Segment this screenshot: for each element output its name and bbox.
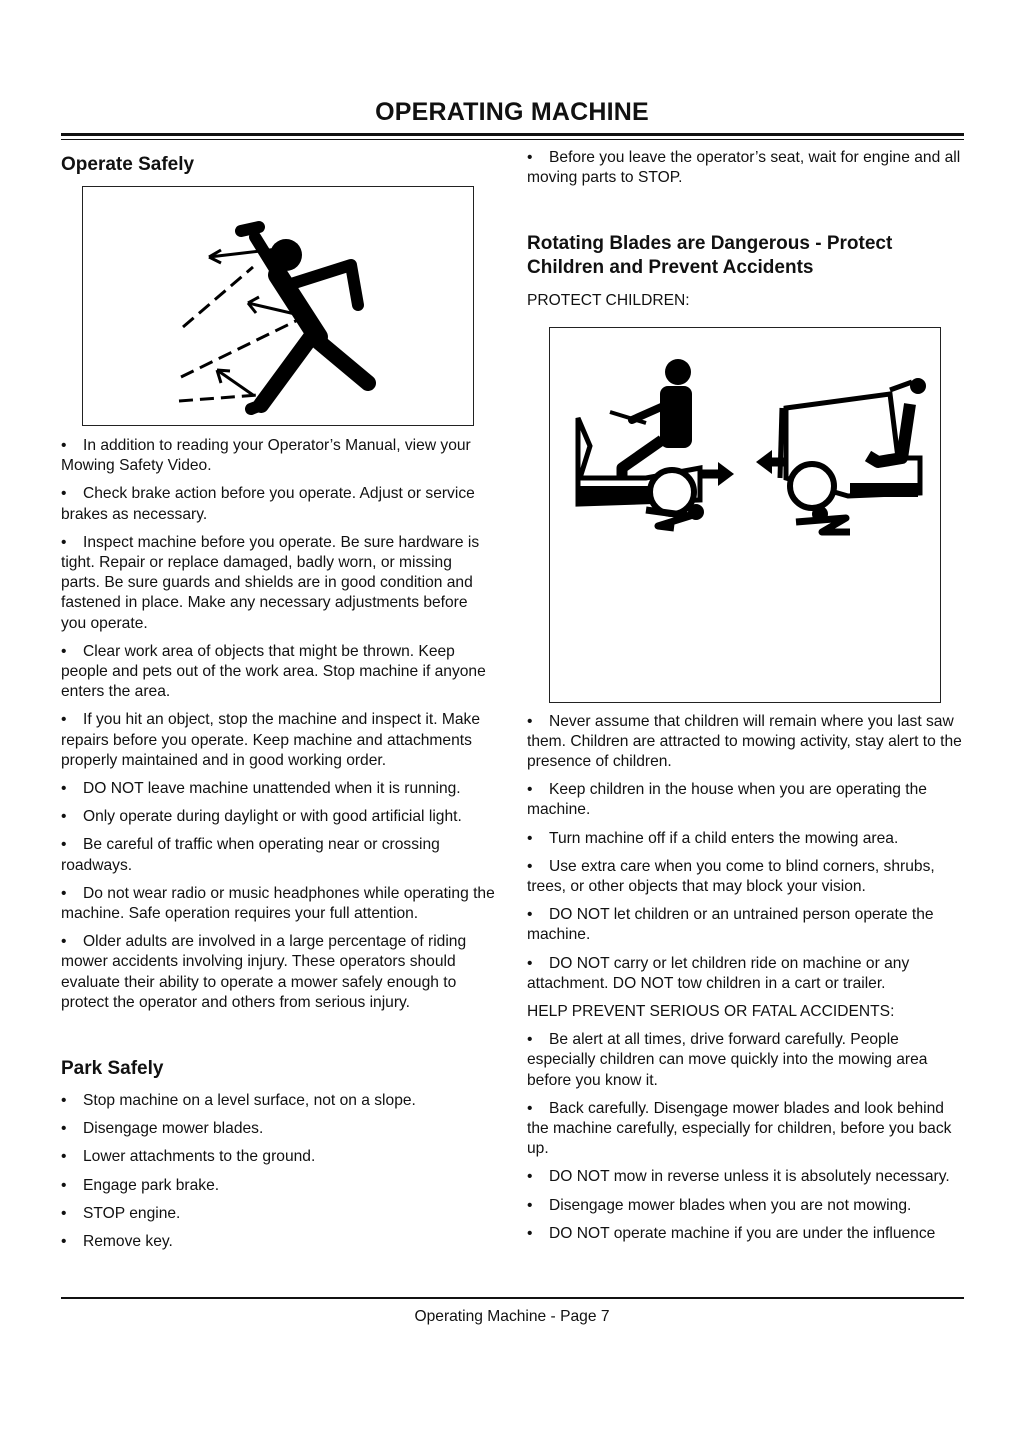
bullet-text: Disengage mower blades when you are not mowing. [549, 1196, 912, 1214]
child-hazard-icon [550, 328, 940, 702]
bullet-text: Back carefully. Disengage mower blades and look behind the machine carefully, especially for children, before you back up. [527, 1099, 952, 1158]
list-item [527, 712, 964, 773]
bullet-dot: • [61, 1148, 67, 1166]
bullet-text: In addition to reading your Operator’s Manual, view your Mowing Safety Video. [61, 437, 471, 475]
bullet-dot: • [527, 906, 533, 924]
bullet-dot: • [61, 1176, 67, 1194]
bullet-dot: • [61, 808, 67, 826]
bullet-dot: • [61, 1233, 67, 1251]
bullet-dot: • [61, 437, 67, 454]
list-item [61, 533, 495, 634]
bullet-text: Lower attachments to the ground. [83, 1148, 316, 1166]
list-item [527, 954, 964, 994]
bullet-dot: • [527, 1099, 533, 1117]
bullet-text: Use extra care when you come to blind corners, shrubs, trees, or other objects that may block your vision. [527, 857, 935, 896]
list-item [61, 1119, 495, 1139]
heading-line: Children and Prevent Accidents [527, 257, 814, 279]
bullet-text: Clear work area of objects that might be thrown. Keep people and pets out of the work area. Stop machine if anyone enters the area. [61, 642, 486, 701]
protect-children-label: PROTECT CHILDREN: [527, 292, 690, 310]
footer-rule [61, 1297, 964, 1299]
bullet-dot: • [527, 781, 533, 799]
bullet-text: Before you leave the operator’s seat, wait for engine and all moving parts to STOP. [527, 149, 961, 187]
list-item [61, 835, 495, 875]
bullet-text: Check brake action before you operate. Adjust or service brakes as necessary. [61, 485, 475, 523]
list-item [61, 779, 495, 799]
list-item [61, 1232, 495, 1252]
accidents-list [527, 1030, 964, 1244]
bullet-dot: • [61, 1092, 67, 1110]
list-item [527, 780, 964, 820]
list-item [527, 829, 964, 849]
list-item [527, 905, 964, 945]
bullet-text: Older adults are involved in a large percentage of riding mower accidents involving injury. These operators should evaluate their ability to operate a mower safely enough to protect the operator and others from serious injury. [61, 933, 467, 1011]
bullet-text: DO NOT let children or an untrained person operate the machine. [527, 906, 934, 944]
list-item [527, 1099, 964, 1160]
bullet-dot: • [527, 712, 533, 730]
bullet-text: Be careful of traffic when operating near or crossing roadways. [61, 836, 440, 874]
bullet-text: DO NOT operate machine if you are under the influence [549, 1224, 936, 1242]
list-item [527, 1224, 964, 1244]
page-title: OPERATING MACHINE [375, 98, 649, 126]
bullet-dot: • [61, 836, 67, 854]
bullet-dot: • [61, 933, 67, 951]
bullet-dot: • [527, 1224, 533, 1242]
list-item [61, 642, 495, 703]
thrown-object-figure [82, 186, 474, 426]
child-hazard-figure [549, 327, 941, 703]
bullet-dot: • [61, 711, 67, 729]
bullet-dot: • [61, 1204, 67, 1222]
bullet-dot: • [527, 1168, 533, 1186]
bullet-text: Engage park brake. [83, 1176, 220, 1194]
list-item [61, 484, 495, 524]
bullet-dot: • [527, 857, 533, 875]
list-item [61, 1091, 495, 1111]
bullet-text: DO NOT carry or let children ride on machine or any attachment. DO NOT tow children in a cart or trailer. [527, 954, 910, 992]
page-footer: Operating Machine - Page 7 [414, 1308, 610, 1325]
bullet-text: Inspect machine before you operate. Be sure hardware is tight. Repair or replace damaged, badly worn, or missing parts. Be sure guards and shields are in good condition and fastened in place. Make any necessary adjustments before you operate. [61, 533, 480, 632]
thrown-object-hazard-icon [83, 187, 473, 425]
help-prevent-label: HELP PREVENT SERIOUS OR FATAL ACCIDENTS: [527, 1003, 895, 1021]
bullet-text: Be alert at all times, drive forward carefully. People especially children can move quickly into the mowing area before you know it. [527, 1031, 928, 1089]
bullet-text: Disengage mower blades. [83, 1120, 264, 1138]
bullet-dot: • [61, 1120, 67, 1138]
list-item [527, 1167, 964, 1187]
bullet-dot: • [527, 1196, 533, 1214]
list-item [527, 148, 964, 188]
children-list [527, 712, 964, 994]
title-rule-thin [61, 139, 964, 140]
list-item [527, 1030, 964, 1091]
list-item [61, 807, 495, 827]
bullet-text: Keep children in the house when you are operating the machine. [527, 781, 927, 819]
heading-line: Rotating Blades are Dangerous - Protect [527, 233, 893, 255]
left-column [61, 148, 495, 1260]
bullet-text: Remove key. [83, 1233, 173, 1251]
bullet-dot: • [61, 642, 67, 660]
park-safely-heading: Park Safely [61, 1058, 164, 1080]
list-item [527, 857, 964, 897]
right-column [527, 148, 964, 1252]
park-safely-list [61, 1091, 495, 1252]
bullet-dot: • [61, 884, 67, 902]
operate-safely-list [61, 436, 495, 1013]
bullet-text: STOP engine. [83, 1204, 181, 1222]
bullet-dot: • [61, 533, 67, 551]
bullet-dot: • [527, 1031, 533, 1049]
list-item [61, 1147, 495, 1167]
bullet-dot: • [527, 149, 533, 166]
rotating-blades-heading [527, 232, 964, 280]
bullet-text: If you hit an object, stop the machine and inspect it. Make repairs before you operate. Keep machine and attachments properly maintained and in good working order. [61, 711, 481, 769]
bullet-dot: • [527, 829, 533, 847]
bullet-dot: • [61, 485, 67, 503]
list-item [527, 1196, 964, 1216]
bullet-dot: • [527, 954, 533, 972]
list-item [61, 436, 495, 476]
bullet-text: DO NOT mow in reverse unless it is absolutely necessary. [549, 1168, 950, 1186]
bullet-text: Never assume that children will remain where you last saw them. Children are attracted to mowing activity, stay alert to the presence of children. [527, 712, 962, 771]
list-item [61, 932, 495, 1013]
operate-safely-heading: Operate Safely [61, 154, 195, 175]
bullet-text: Turn machine off if a child enters the mowing area. [549, 829, 899, 847]
bullet-dot: • [61, 780, 67, 798]
list-item [61, 710, 495, 771]
list-item [61, 1176, 495, 1196]
bullet-text: Do not wear radio or music headphones while operating the machine. Safe operation requires your full attention. [61, 884, 495, 923]
bullet-text: Only operate during daylight or with good artificial light. [83, 808, 462, 826]
list-item [61, 1204, 495, 1224]
list-item [61, 884, 495, 924]
title-rule [61, 133, 964, 136]
bullet-text: DO NOT leave machine unattended when it is running. [83, 780, 461, 798]
bullet-text: Stop machine on a level surface, not on a slope. [83, 1092, 416, 1110]
